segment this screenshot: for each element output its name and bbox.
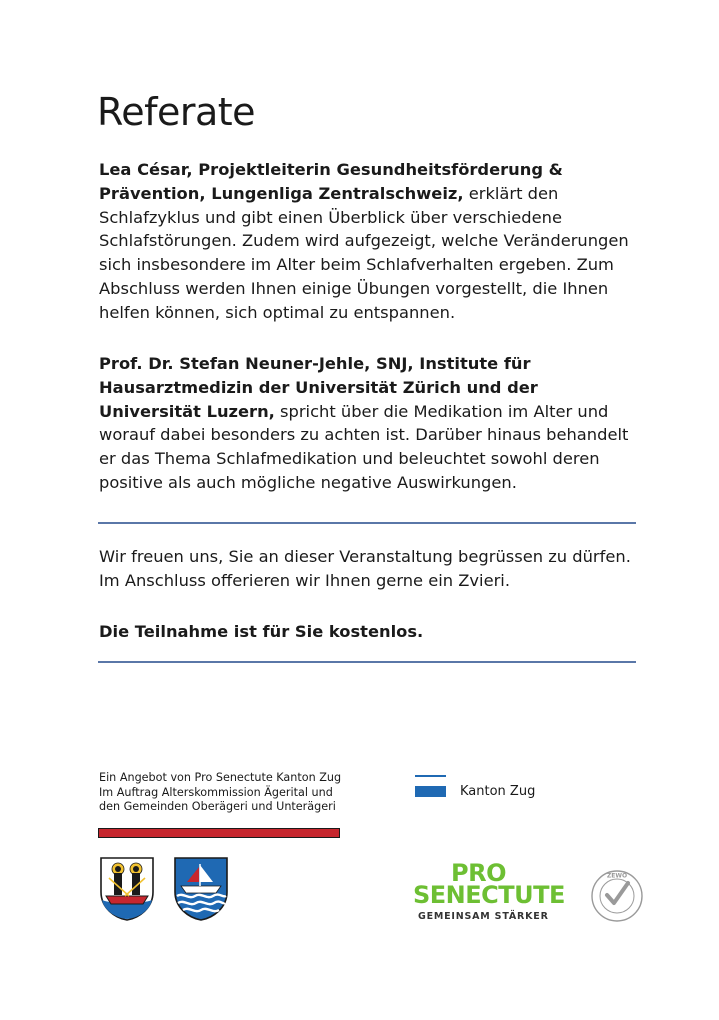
speaker1-paragraph: [99, 158, 644, 325]
speaker1-text: erklärt den Schlafzyklus und gibt einen Überblick über verschiedene Schlafstörungen. Zudem wird aufgezeigt, welche Veränderungen sich insbesondere im Alter beim Schlafverhalten ergeben. Zum Abschluss werden Ihnen einige Übungen vorgestellt, die Ihnen helfen können, sich optimal zu entspannen.: [99, 183, 629, 322]
free-notice-text: Die Teilnahme ist für Sie kostenlos.: [99, 622, 424, 641]
footer-line3: den Gemeinden Oberägeri und Unterägeri: [99, 800, 336, 813]
kanton-zug-logo-icon: [415, 775, 446, 777]
footer-line1: Ein Angebot von Pro Senectute Kanton Zug: [99, 771, 342, 784]
speaker1-name: Lea César, Projektleiterin Gesundheitsförderung & Prävention, Lungenliga Zentralschweiz,: [99, 160, 563, 203]
zewo-seal-icon: [590, 869, 644, 923]
footer-offer: [99, 771, 341, 815]
pro-senectute-tagline: GEMEINSAM STÄRKER: [418, 911, 549, 922]
red-bar: [98, 828, 340, 838]
unteraegeri-crest-icon: [173, 856, 229, 922]
pro-senectute-logo: [413, 859, 565, 909]
divider-bottom: [98, 661, 636, 663]
speaker2-paragraph: [99, 352, 644, 495]
speaker2-name: Prof. Dr. Stefan Neuner-Jehle, SNJ, Institute für Hausarztmedizin der Universität Zürich und der Universität Luzern,: [99, 354, 538, 421]
welcome-line2: Im Anschluss offerieren wir Ihnen gerne ein Zvieri.: [99, 570, 510, 590]
zewo-label: ZEWO: [606, 872, 628, 880]
pro-senectute-pro: PRO: [451, 859, 506, 887]
speaker2-text: spricht über die Medikation im Alter und worauf dabei besonders zu achten ist. Darüber hinaus behandelt er das Thema Schlafmedikation und beleuchtet sowohl deren positive als auch mögliche negative Auswirkungen.: [99, 401, 629, 492]
page-title: Referate: [97, 90, 256, 134]
oberaegeri-crest-icon: [99, 856, 155, 922]
kanton-zug-label: Kanton Zug: [460, 784, 536, 799]
welcome-line1: Wir freuen uns, Sie an dieser Veranstaltung begrüssen zu dürfen.: [99, 547, 631, 566]
welcome-paragraph: [99, 545, 644, 593]
kanton-zug-logo-block: [415, 786, 446, 797]
divider-top: [98, 522, 636, 524]
footer-line2: Im Auftrag Alterskommission Ägerital und: [99, 785, 333, 799]
free-notice: [99, 620, 644, 644]
pro-senectute-senectute: SENECTUTE: [413, 881, 565, 909]
